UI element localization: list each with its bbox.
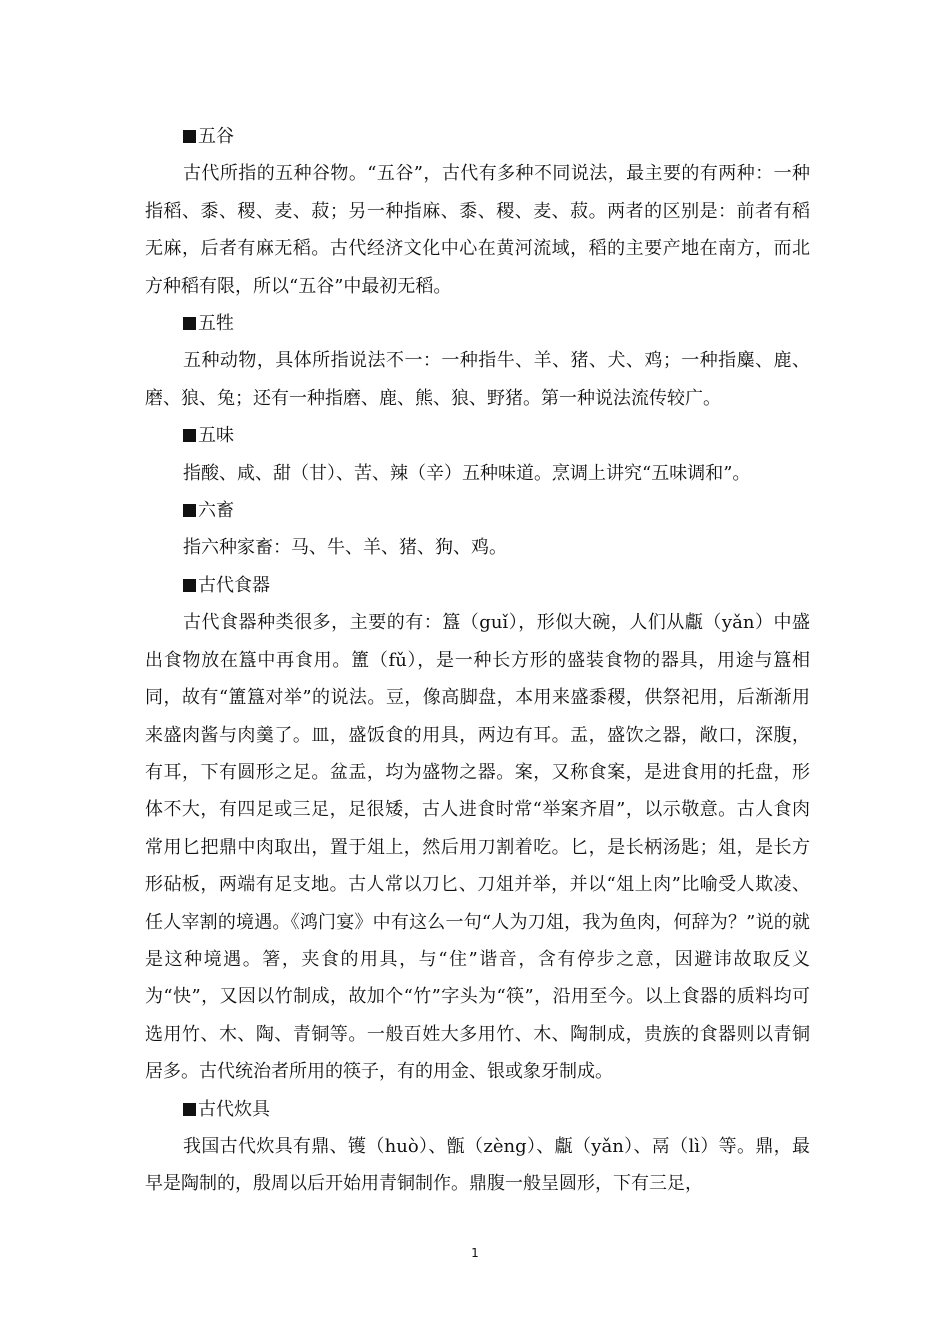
section-body: 我国古代炊具有鼎、镬（huò）、甑（zèng）、甗（yǎn）、鬲（lì）等。鼎，最早是陶制的，殷周以后开始用青铜制作。鼎腹一般呈圆形，下有三足， (145, 1135, 810, 1195)
section-body: 古代食器种类很多，主要的有：簋（guǐ），形似大碗，人们从甗（yǎn）中盛出食物放在簋中再食用。簠（fǔ），是一种长方形的盛装食物的器具，用途与簋相同，故有“簠簋对举”的说法。豆，像高脚盘，本用来盛黍稷，供祭祀用，后渐渐用来盛肉酱与肉羹了。皿，盛饭食的用具，两边有耳。盂，盛饮之器，敞口，深腹，有耳，下有圆形之足。盆盂，均为盛物之器。案，又称食案，是进食用的托盘，形体不大，有四足或三足，足很矮，古人进食时常“举案齐眉”，以示敬意。古人食肉常用匕把鼎中肉取出，置于俎上，然后用刀割着吃。匕，是长柄汤匙；俎，是长方形砧板，两端有足支地。古人常以刀匕、刀俎并举，并以“俎上肉”比喻受人欺凌、任人宰割的境遇。《鸿门宴》中有这么一句“人为刀俎，我为鱼肉，何辞为？”说的就是这种境遇。箸，夹食的用具，与“住”谐音，含有停步之意，因避讳故取反义为“快”，又因以竹制成，故加个“竹”字头为“筷”，沿用至今。以上食器的质料均可选用竹、木、陶、青铜等。一般百姓大多用竹、木、陶制成，贵族的食器则以青铜居多。古代统治者所用的筷子，有的用金、银或象牙制成。 (145, 612, 810, 1083)
section-heading (145, 567, 810, 604)
heading-text: 五谷 (198, 126, 234, 147)
square-bullet-icon (183, 504, 196, 517)
square-bullet-icon (183, 579, 196, 592)
section-body: 古代所指的五种谷物。“五谷”，古代有多种不同说法，最主要的有两种：一种指稻、黍、稷、麦、菽；另一种指麻、黍、稷、麦、菽。两者的区别是：前者有稻无麻，后者有麻无稻。古代经济文化中心在黄河流域，稻的主要产地在南方，而北方种稻有限，所以“五谷”中最初无稻。 (145, 163, 810, 297)
section-heading (145, 118, 810, 155)
square-bullet-icon (183, 1103, 196, 1116)
heading-text: 古代食器 (198, 574, 270, 596)
square-bullet-icon (183, 317, 196, 330)
heading-text: 五味 (198, 425, 234, 447)
heading-text: 古代炊具 (198, 1098, 270, 1120)
section-heading (145, 492, 810, 529)
section-heading (145, 305, 810, 342)
heading-text: 六畜 (198, 500, 234, 522)
square-bullet-icon (183, 130, 196, 143)
section-body: 指酸、咸、甜（甘）、苦、辣（辛）五种味道。烹调上讲究“五味调和”。 (183, 462, 751, 484)
section-heading (145, 1091, 810, 1128)
page-number: 1 (471, 1246, 479, 1260)
section-body: 指六种家畜：马、牛、羊、猪、狗、鸡。 (183, 537, 507, 559)
heading-text: 五牲 (198, 313, 234, 335)
section-heading (145, 417, 810, 454)
page-content (145, 118, 810, 1203)
square-bullet-icon (183, 429, 196, 442)
section-body: 五种动物，具体所指说法不一：一种指牛、羊、猪、犬、鸡；一种指麋、鹿、磨、狼、兔；还有一种指磨、鹿、熊、狼、野猪。第一种说法流传较广。 (145, 350, 810, 409)
